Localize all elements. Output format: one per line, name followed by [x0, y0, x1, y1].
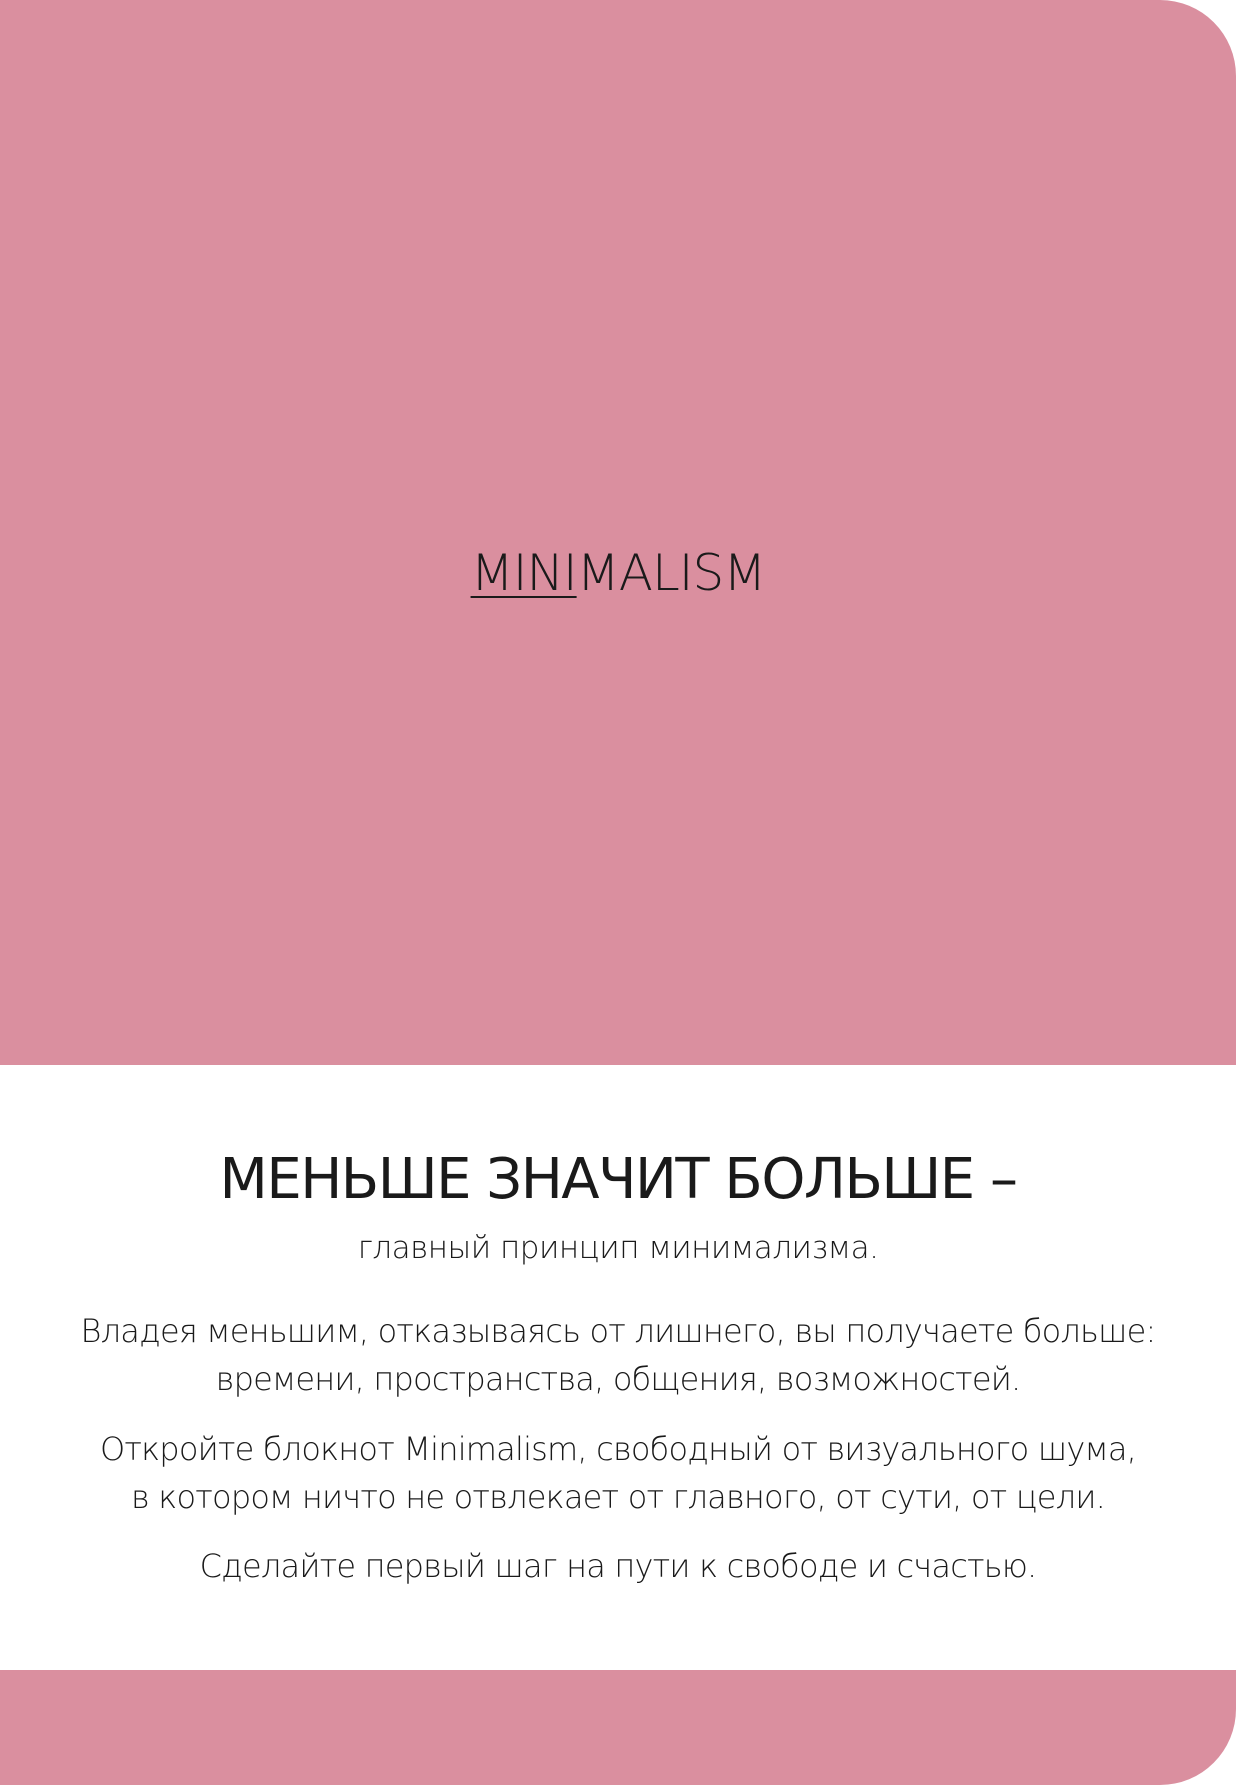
paragraph-line: времени, пространства, общения, возможностей. — [215, 1360, 1021, 1398]
paragraph-benefits — [0, 1307, 1236, 1403]
brand-logo-underlined-part: MINI — [470, 544, 577, 602]
cover-bottom-color-block — [0, 1670, 1236, 1785]
paragraph-line: Владея меньшим, отказываясь от лишнего, вы получаете больше: — [80, 1312, 1156, 1350]
paragraph-line: Сделайте первый шаг на пути к свободе и счастью. — [199, 1547, 1037, 1585]
paragraph-line: Откройте блокнот Minimalism, свободный от визуального шума, — [99, 1430, 1137, 1468]
paragraph-call-to-action — [0, 1542, 1236, 1590]
subline: главный принцип минимализма. — [357, 1230, 879, 1266]
brand-logo-rest-part: MALISM — [576, 544, 766, 602]
paragraph-line: в котором ничто не отвлекает от главного, от сути, от цели. — [130, 1478, 1105, 1516]
brand-logo — [0, 543, 1236, 603]
headline: МЕНЬШЕ ЗНАЧИТ БОЛЬШЕ – — [219, 1147, 1017, 1212]
cover-description-block — [0, 1065, 1236, 1670]
paragraph-notebook — [0, 1425, 1236, 1521]
